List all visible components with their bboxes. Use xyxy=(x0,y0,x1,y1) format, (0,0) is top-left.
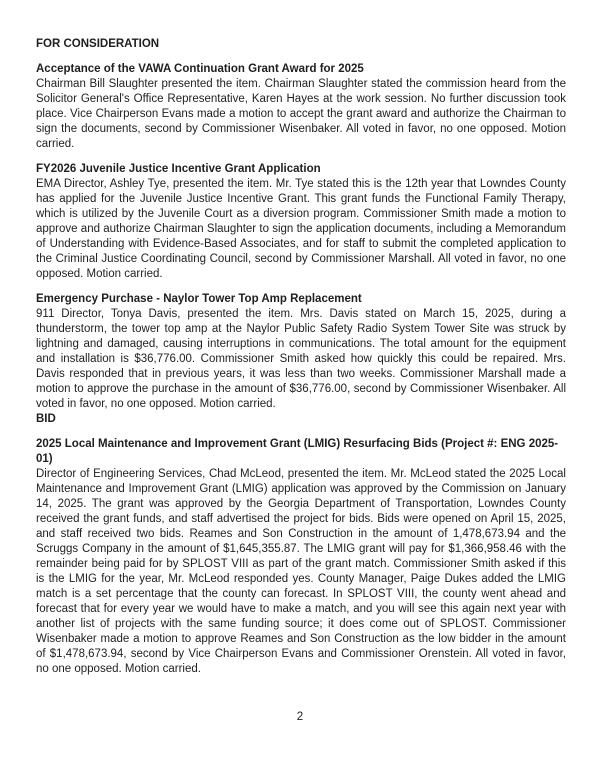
item-body-naylor-tower-amp: 911 Director, Tonya Davis, presented the item. Mrs. Davis stated on March 15, 2025, during a thunderstorm, the tower top amp at the Naylor Public Safety Radio System Tower Site was struck by lightning and damaged, causing interruptions in communications. The total amount for the equipment and installation is $36,776.00. Commissioner Smith asked how quickly this could be repaired. Mrs. Davis responded that in previous years, it was less than two weeks. Commissioner Marshall made a motion to approve the purchase in the amount of $36,776.00, second by Commissioner Wisenbaker. All voted in favor, no one opposed. Motion carried. xyxy=(36,308,566,410)
item-title-vawa-grant: Acceptance of the VAWA Continuation Grant Award for 2025 xyxy=(36,63,364,75)
section-heading-bid: BID xyxy=(36,413,56,425)
section-heading-for-consideration: FOR CONSIDERATION xyxy=(36,38,160,50)
item-body-juvenile-justice-grant: EMA Director, Ashley Tye, presented the item. Mr. Tye stated this is the 12th year that Lowndes County has applied for the Juvenile Justice Incentive Grant. This grant funds the Functional Family Therapy, which is utilized by the Juvenile Court as a diversion program. Commissioner Smith made a motion to approve and authorize Chairman Slaughter to sign the application documents, including a Memorandum of Understanding with Evidence-Based Associates, and for staff to submit the completed application to the Criminal Justice Coordinating Council, second by Commissioner Marshall. All voted in favor, no one opposed. Motion carried. xyxy=(36,178,566,280)
item-title-lmig-resurfacing-bids: 2025 Local Maintenance and Improvement Grant (LMIG) Resurfacing Bids (Project #: ENG 2025-01) xyxy=(36,438,559,465)
agenda-item-vawa-grant-acceptance xyxy=(36,62,566,152)
agenda-item-lmig-resurfacing-bids xyxy=(36,437,566,677)
item-body-vawa-grant: Chairman Bill Slaughter presented the item. Chairman Slaughter stated the commission heard from the Solicitor General's Office Representative, Karen Hayes at the work session. No further discussion took place. Vice Chairperson Evans made a motion to accept the grant award and authorize the Chairman to sign the documents, second by Commissioner Wisenbaker. All voted in favor, no one opposed. Motion carried. xyxy=(36,78,566,150)
page-number: 2 xyxy=(296,711,304,723)
item-title-juvenile-justice-grant: FY2026 Juvenile Justice Incentive Grant Application xyxy=(36,163,321,175)
agenda-item-juvenile-justice-grant xyxy=(36,162,566,282)
item-body-lmig-resurfacing-bids: Director of Engineering Services, Chad McLeod, presented the item. Mr. McLeod stated the 2025 Local Maintenance and Improvement Grant (LMIG) application was approved by the Commission on January 14, 2025. The grant was approved by the Georgia Department of Transportation, Lowndes County received the grant funds, and staff advertised the project for bids. Bids were opened on April 15, 2025, and staff received two bids. Reames and Son Construction in the amount of 1,478,673.94 and the Scruggs Company in the amount of $1,645,355.87. The LMIG grant will pay for $1,366,958.46 with the remainder being paid for by SPLOST VIII as part of the grant match. Commissioner Smith asked if this is the LMIG for the year, Mr. McLeod responded yes. County Manager, Paige Dukes added the LMIG match is a set percentage that the county can forecast. In SPLOST VIII, the county went ahead and forecast that for every year we would have to make a match, and you will see this again next year with another list of projects with the same funding source; it does come out of SPLOST. Commissioner Wisenbaker made a motion to approve Reames and Son Construction as the low bidder in the amount of $1,478,673.94, second by Vice Chairperson Evans and Commissioner Orenstein. All voted in favor, no one opposed. Motion carried. xyxy=(36,468,566,675)
item-title-naylor-tower-amp: Emergency Purchase - Naylor Tower Top Amp Replacement xyxy=(36,293,362,305)
document-content xyxy=(36,37,566,677)
agenda-item-naylor-tower-amp xyxy=(36,292,566,412)
